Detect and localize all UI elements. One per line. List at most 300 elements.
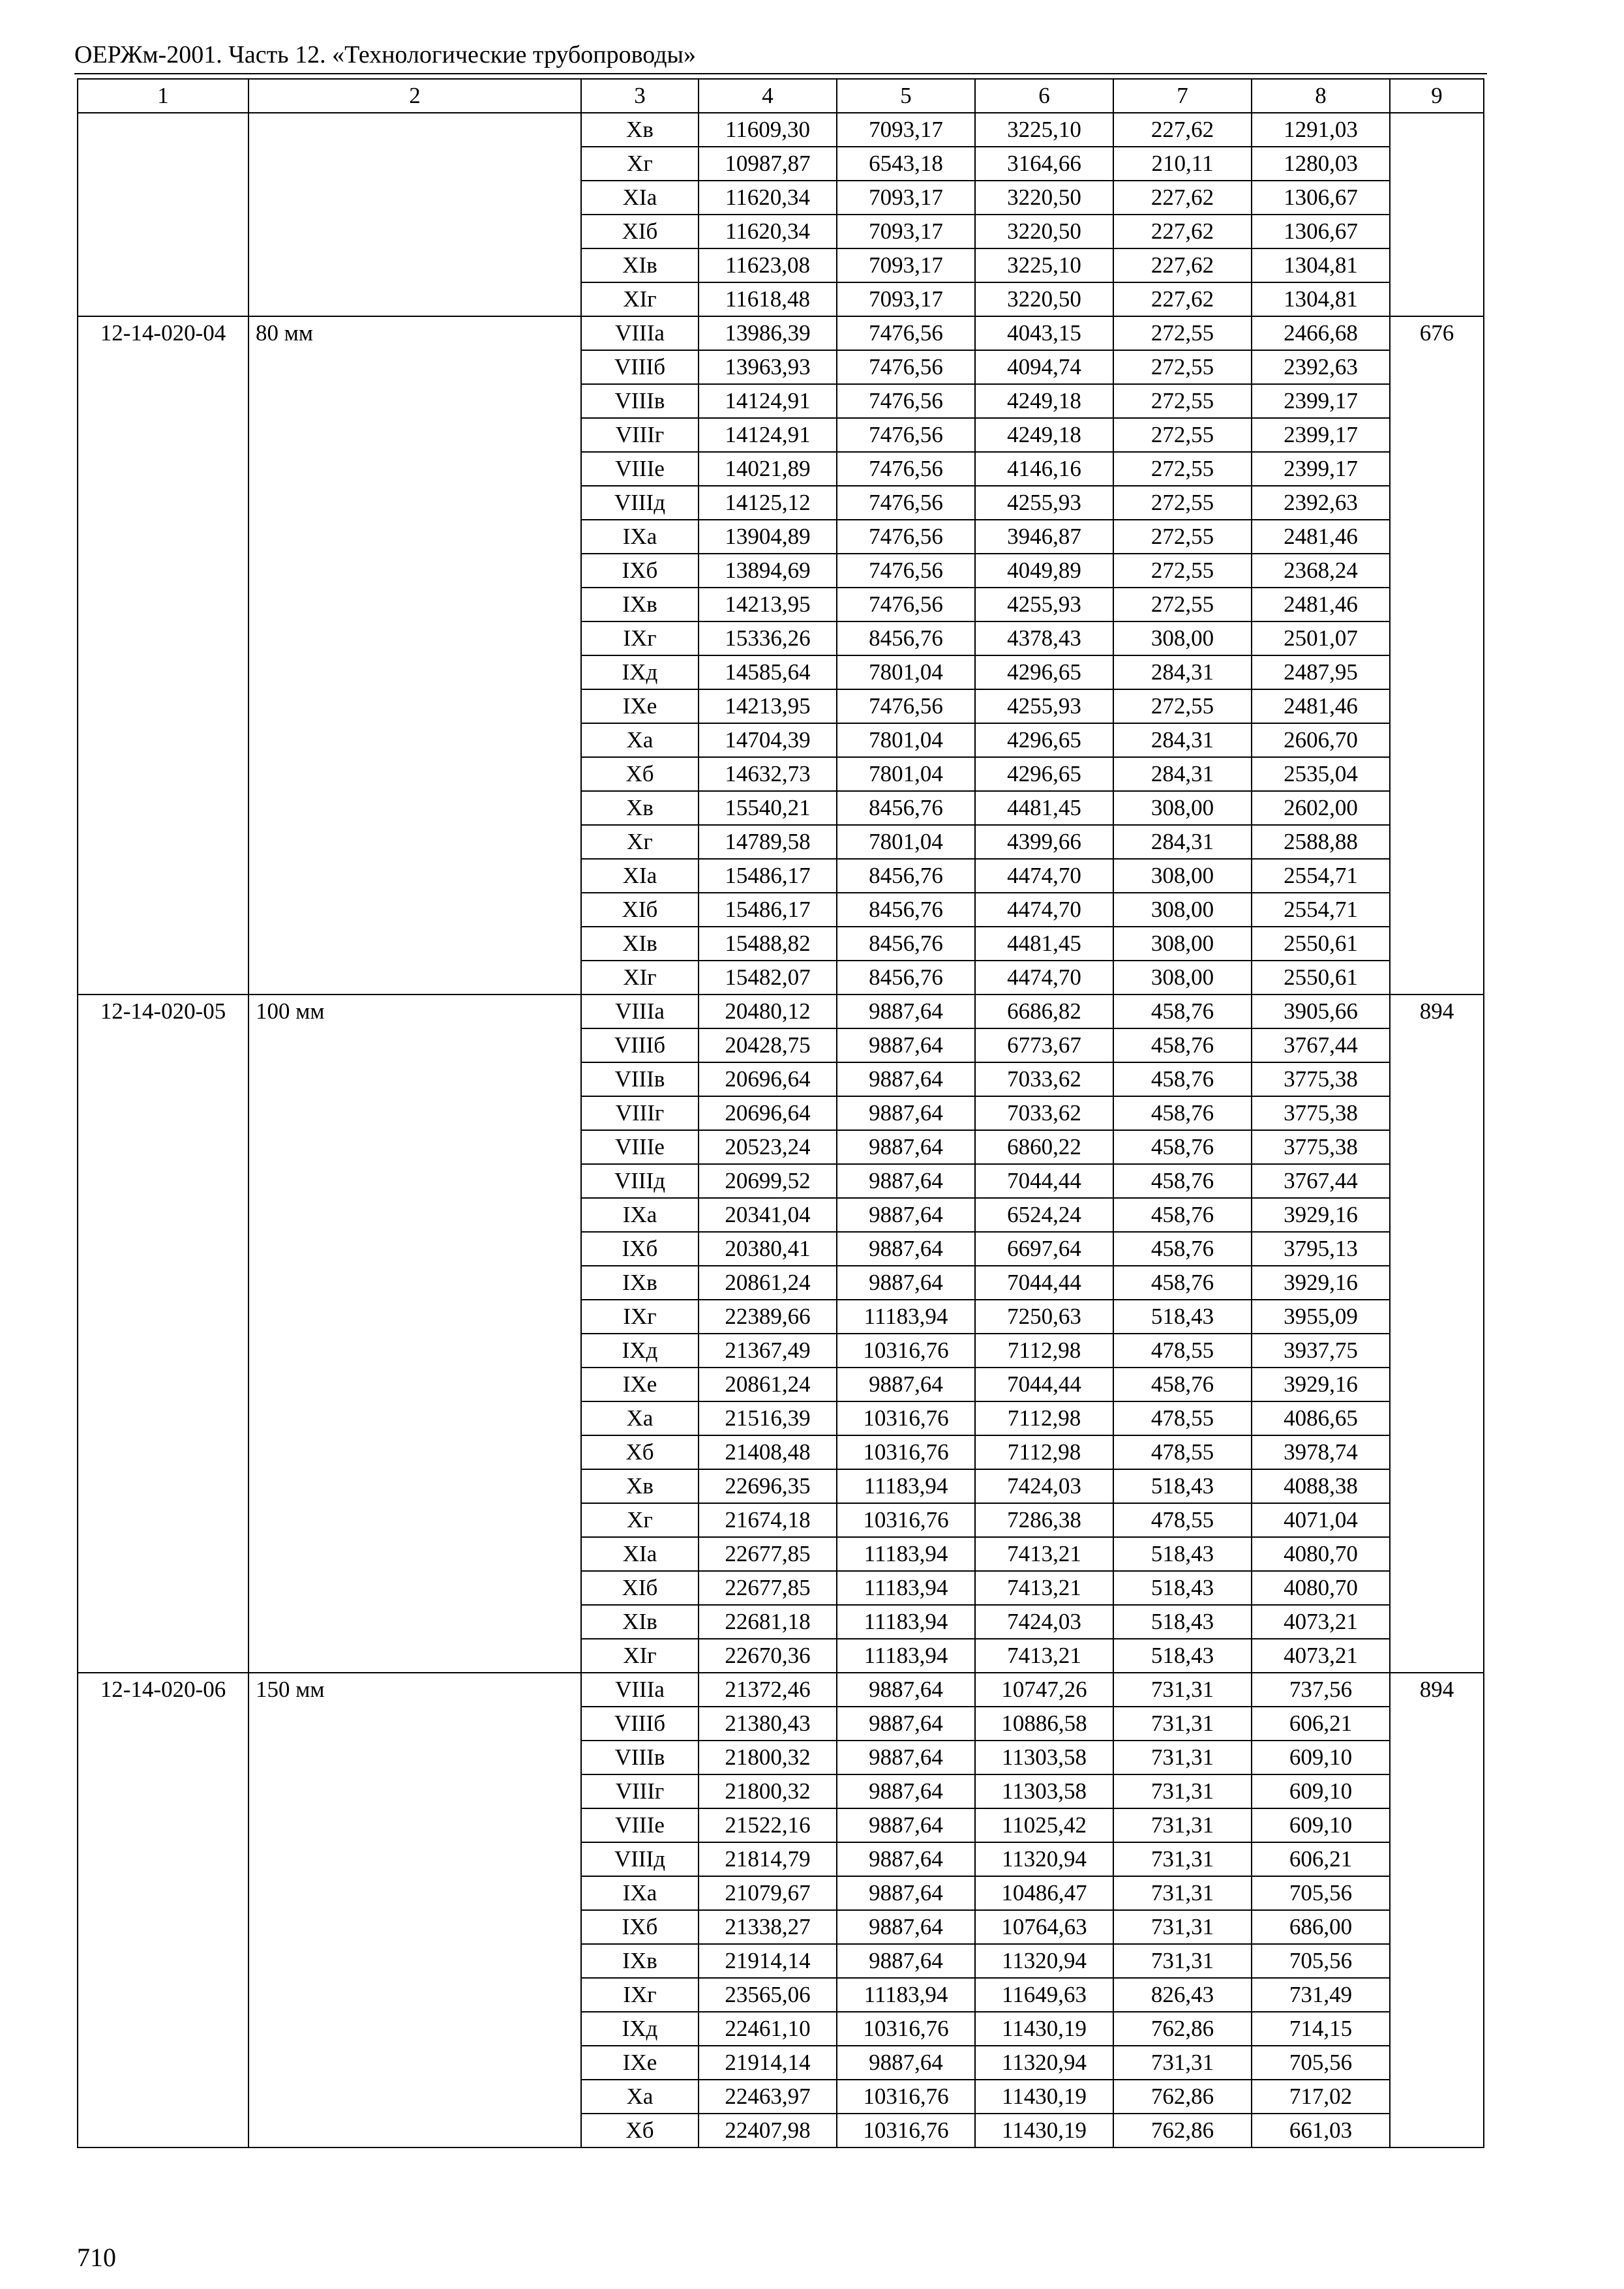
total-cost-cell: 21914,14 <box>699 2046 837 2080</box>
zone-cell: VIIIг <box>581 1096 699 1130</box>
machinist-wages-cell: 272,55 <box>1113 689 1252 723</box>
zone-cell: IXб <box>581 554 699 588</box>
total-cost-cell: 11623,08 <box>699 248 837 282</box>
machine-cost-cell: 11303,58 <box>975 1774 1113 1808</box>
machine-cost-cell: 3225,10 <box>975 248 1113 282</box>
materials-cost-cell: 606,21 <box>1252 1842 1390 1876</box>
machinist-wages-cell: 227,62 <box>1113 282 1252 316</box>
materials-cost-cell: 3775,38 <box>1252 1096 1390 1130</box>
column-header: 9 <box>1390 79 1484 113</box>
total-cost-cell: 13963,93 <box>699 350 837 384</box>
machinist-wages-cell: 272,55 <box>1113 452 1252 486</box>
machine-cost-cell: 3220,50 <box>975 181 1113 215</box>
machinist-wages-cell: 762,86 <box>1113 2114 1252 2147</box>
materials-cost-cell: 2368,24 <box>1252 554 1390 588</box>
machine-cost-cell: 3946,87 <box>975 520 1113 554</box>
labor-cell: 894 <box>1390 995 1484 1673</box>
machine-cost-cell: 7112,98 <box>975 1401 1113 1435</box>
wages-cell: 9887,64 <box>837 1028 975 1062</box>
machinist-wages-cell: 731,31 <box>1113 2046 1252 2080</box>
machinist-wages-cell: 478,55 <box>1113 1503 1252 1537</box>
machinist-wages-cell: 458,76 <box>1113 1232 1252 1266</box>
wages-cell: 9887,64 <box>837 1910 975 1944</box>
wages-cell: 8456,76 <box>837 961 975 995</box>
total-cost-cell: 15540,21 <box>699 791 837 825</box>
machine-cost-cell: 4249,18 <box>975 418 1113 452</box>
machinist-wages-cell: 284,31 <box>1113 723 1252 757</box>
wages-cell: 9887,64 <box>837 1062 975 1096</box>
zone-cell: Xг <box>581 825 699 859</box>
machine-cost-cell: 7044,44 <box>975 1266 1113 1300</box>
machinist-wages-cell: 227,62 <box>1113 181 1252 215</box>
machinist-wages-cell: 458,76 <box>1113 1062 1252 1096</box>
materials-cost-cell: 3955,09 <box>1252 1300 1390 1334</box>
machine-cost-cell: 7033,62 <box>975 1096 1113 1130</box>
materials-cost-cell: 731,49 <box>1252 1978 1390 2012</box>
machinist-wages-cell: 458,76 <box>1113 1096 1252 1130</box>
materials-cost-cell: 3767,44 <box>1252 1028 1390 1062</box>
wages-cell: 7476,56 <box>837 520 975 554</box>
total-cost-cell: 11618,48 <box>699 282 837 316</box>
wages-cell: 9887,64 <box>837 1266 975 1300</box>
labor-cell: 894 <box>1390 1673 1484 2147</box>
zone-cell: VIIIд <box>581 1842 699 1876</box>
machinist-wages-cell: 272,55 <box>1113 384 1252 418</box>
machinist-wages-cell: 284,31 <box>1113 655 1252 689</box>
machinist-wages-cell: 458,76 <box>1113 1130 1252 1164</box>
machinist-wages-cell: 210,11 <box>1113 147 1252 181</box>
wages-cell: 7476,56 <box>837 384 975 418</box>
page-header: ОЕРЖм-2001. Часть 12. «Технологические трубопроводы» <box>74 41 697 68</box>
wages-cell: 10316,76 <box>837 1503 975 1537</box>
materials-cost-cell: 4073,21 <box>1252 1605 1390 1639</box>
zone-cell: XIг <box>581 1639 699 1673</box>
machine-cost-cell: 11430,19 <box>975 2012 1113 2046</box>
machine-cost-cell: 4474,70 <box>975 961 1113 995</box>
machinist-wages-cell: 731,31 <box>1113 1741 1252 1774</box>
zone-cell: VIIIв <box>581 1741 699 1774</box>
total-cost-cell: 15486,17 <box>699 893 837 927</box>
zone-cell: VIIIд <box>581 1164 699 1198</box>
zone-cell: IXе <box>581 2046 699 2080</box>
machine-cost-cell: 4474,70 <box>975 859 1113 893</box>
machine-cost-cell: 6860,22 <box>975 1130 1113 1164</box>
machine-cost-cell: 4255,93 <box>975 588 1113 621</box>
machinist-wages-cell: 308,00 <box>1113 893 1252 927</box>
machinist-wages-cell: 272,55 <box>1113 520 1252 554</box>
zone-cell: IXд <box>581 1334 699 1368</box>
machine-cost-cell: 4249,18 <box>975 384 1113 418</box>
zone-cell: XIа <box>581 859 699 893</box>
machine-cost-cell: 3164,66 <box>975 147 1113 181</box>
zone-cell: XIв <box>581 1605 699 1639</box>
total-cost-cell: 21372,46 <box>699 1673 837 1707</box>
wages-cell: 11183,94 <box>837 1469 975 1503</box>
total-cost-cell: 22461,10 <box>699 2012 837 2046</box>
materials-cost-cell: 1304,81 <box>1252 248 1390 282</box>
machinist-wages-cell: 731,31 <box>1113 1876 1252 1910</box>
materials-cost-cell: 2602,00 <box>1252 791 1390 825</box>
machinist-wages-cell: 731,31 <box>1113 1774 1252 1808</box>
machinist-wages-cell: 272,55 <box>1113 486 1252 520</box>
total-cost-cell: 21516,39 <box>699 1401 837 1435</box>
zone-cell: Xв <box>581 1469 699 1503</box>
wages-cell: 11183,94 <box>837 1978 975 2012</box>
machine-cost-cell: 11025,42 <box>975 1808 1113 1842</box>
machine-cost-cell: 4474,70 <box>975 893 1113 927</box>
zone-cell: IXб <box>581 1910 699 1944</box>
wages-cell: 7093,17 <box>837 181 975 215</box>
materials-cost-cell: 1291,03 <box>1252 113 1390 147</box>
total-cost-cell: 10987,87 <box>699 147 837 181</box>
materials-cost-cell: 4073,21 <box>1252 1639 1390 1673</box>
column-header: 7 <box>1113 79 1252 113</box>
materials-cost-cell: 3929,16 <box>1252 1198 1390 1232</box>
machine-cost-cell: 11320,94 <box>975 1842 1113 1876</box>
zone-cell: VIIIе <box>581 452 699 486</box>
machine-cost-cell: 3220,50 <box>975 215 1113 248</box>
table-body <box>78 113 1484 2147</box>
wages-cell: 9887,64 <box>837 1164 975 1198</box>
wages-cell: 9887,64 <box>837 2046 975 2080</box>
diameter-cell: 80 мм <box>248 316 581 995</box>
wages-cell: 7093,17 <box>837 248 975 282</box>
machine-cost-cell: 10486,47 <box>975 1876 1113 1910</box>
diameter-cell: 150 мм <box>248 1673 581 2147</box>
materials-cost-cell: 4086,65 <box>1252 1401 1390 1435</box>
materials-cost-cell: 3978,74 <box>1252 1435 1390 1469</box>
zone-cell: VIIIв <box>581 384 699 418</box>
machine-cost-cell: 10764,63 <box>975 1910 1113 1944</box>
total-cost-cell: 14704,39 <box>699 723 837 757</box>
total-cost-cell: 22677,85 <box>699 1537 837 1571</box>
total-cost-cell: 14124,91 <box>699 418 837 452</box>
total-cost-cell: 14125,12 <box>699 486 837 520</box>
machine-cost-cell: 4378,43 <box>975 621 1113 655</box>
materials-cost-cell: 686,00 <box>1252 1910 1390 1944</box>
total-cost-cell: 14021,89 <box>699 452 837 486</box>
zone-cell: Xа <box>581 1401 699 1435</box>
data-table <box>77 78 1484 2148</box>
total-cost-cell: 15486,17 <box>699 859 837 893</box>
zone-cell: VIIIб <box>581 1707 699 1741</box>
wages-cell: 9887,64 <box>837 1741 975 1774</box>
materials-cost-cell: 661,03 <box>1252 2114 1390 2147</box>
machine-cost-cell: 7112,98 <box>975 1435 1113 1469</box>
materials-cost-cell: 2501,07 <box>1252 621 1390 655</box>
materials-cost-cell: 3767,44 <box>1252 1164 1390 1198</box>
zone-cell: IXв <box>581 1944 699 1978</box>
materials-cost-cell: 3905,66 <box>1252 995 1390 1028</box>
wages-cell: 10316,76 <box>837 1334 975 1368</box>
materials-cost-cell: 1306,67 <box>1252 215 1390 248</box>
machinist-wages-cell: 731,31 <box>1113 1707 1252 1741</box>
total-cost-cell: 11609,30 <box>699 113 837 147</box>
total-cost-cell: 21814,79 <box>699 1842 837 1876</box>
machinist-wages-cell: 762,86 <box>1113 2080 1252 2114</box>
materials-cost-cell: 705,56 <box>1252 2046 1390 2080</box>
materials-cost-cell: 2481,46 <box>1252 520 1390 554</box>
total-cost-cell: 21380,43 <box>699 1707 837 1741</box>
machinist-wages-cell: 518,43 <box>1113 1537 1252 1571</box>
machinist-wages-cell: 272,55 <box>1113 554 1252 588</box>
total-cost-cell: 14789,58 <box>699 825 837 859</box>
zone-cell: IXв <box>581 1266 699 1300</box>
labor-cell: 676 <box>1390 316 1484 995</box>
machine-cost-cell: 7044,44 <box>975 1368 1113 1401</box>
zone-cell: IXа <box>581 1198 699 1232</box>
wages-cell: 7801,04 <box>837 723 975 757</box>
total-cost-cell: 13904,89 <box>699 520 837 554</box>
materials-cost-cell: 2606,70 <box>1252 723 1390 757</box>
materials-cost-cell: 2399,17 <box>1252 418 1390 452</box>
total-cost-cell: 11620,34 <box>699 181 837 215</box>
wages-cell: 7476,56 <box>837 452 975 486</box>
materials-cost-cell: 3775,38 <box>1252 1130 1390 1164</box>
machine-cost-cell: 4255,93 <box>975 689 1113 723</box>
materials-cost-cell: 2550,61 <box>1252 927 1390 961</box>
machinist-wages-cell: 458,76 <box>1113 995 1252 1028</box>
machine-cost-cell: 6773,67 <box>975 1028 1113 1062</box>
wages-cell: 7093,17 <box>837 282 975 316</box>
total-cost-cell: 21338,27 <box>699 1910 837 1944</box>
zone-cell: Xг <box>581 147 699 181</box>
materials-cost-cell: 1280,03 <box>1252 147 1390 181</box>
wages-cell: 9887,64 <box>837 995 975 1028</box>
price-code-cell: 12-14-020-05 <box>78 995 248 1673</box>
zone-cell: IXд <box>581 655 699 689</box>
total-cost-cell: 14632,73 <box>699 757 837 791</box>
wages-cell: 9887,64 <box>837 1673 975 1707</box>
zone-cell: VIIIе <box>581 1130 699 1164</box>
machinist-wages-cell: 458,76 <box>1113 1028 1252 1062</box>
zone-cell: Xб <box>581 2114 699 2147</box>
wages-cell: 9887,64 <box>837 1944 975 1978</box>
machine-cost-cell: 11430,19 <box>975 2114 1113 2147</box>
wages-cell: 9887,64 <box>837 1130 975 1164</box>
total-cost-cell: 20861,24 <box>699 1266 837 1300</box>
zone-cell: VIIIб <box>581 1028 699 1062</box>
zone-cell: VIIIд <box>581 486 699 520</box>
total-cost-cell: 21800,32 <box>699 1774 837 1808</box>
total-cost-cell: 22389,66 <box>699 1300 837 1334</box>
machinist-wages-cell: 308,00 <box>1113 621 1252 655</box>
total-cost-cell: 15336,26 <box>699 621 837 655</box>
total-cost-cell: 21914,14 <box>699 1944 837 1978</box>
zone-cell: VIIIб <box>581 350 699 384</box>
column-header: 2 <box>248 79 581 113</box>
machinist-wages-cell: 458,76 <box>1113 1164 1252 1198</box>
machine-cost-cell: 11430,19 <box>975 2080 1113 2114</box>
zone-cell: IXа <box>581 1876 699 1910</box>
machine-cost-cell: 4094,74 <box>975 350 1113 384</box>
machine-cost-cell: 4255,93 <box>975 486 1113 520</box>
wages-cell: 9887,64 <box>837 1198 975 1232</box>
materials-cost-cell: 3929,16 <box>1252 1266 1390 1300</box>
machine-cost-cell: 4399,66 <box>975 825 1113 859</box>
zone-cell: IXд <box>581 2012 699 2046</box>
machinist-wages-cell: 731,31 <box>1113 1910 1252 1944</box>
total-cost-cell: 22696,35 <box>699 1469 837 1503</box>
machinist-wages-cell: 518,43 <box>1113 1639 1252 1673</box>
total-cost-cell: 22407,98 <box>699 2114 837 2147</box>
total-cost-cell: 22463,97 <box>699 2080 837 2114</box>
column-header: 5 <box>837 79 975 113</box>
machinist-wages-cell: 731,31 <box>1113 1944 1252 1978</box>
machine-cost-cell: 4296,65 <box>975 757 1113 791</box>
wages-cell: 7476,56 <box>837 350 975 384</box>
total-cost-cell: 11620,34 <box>699 215 837 248</box>
machine-cost-cell: 7413,21 <box>975 1639 1113 1673</box>
column-number-row <box>78 79 1484 113</box>
wages-cell: 6543,18 <box>837 147 975 181</box>
wages-cell: 7476,56 <box>837 316 975 350</box>
total-cost-cell: 15488,82 <box>699 927 837 961</box>
machine-cost-cell: 7044,44 <box>975 1164 1113 1198</box>
machine-cost-cell: 6697,64 <box>975 1232 1113 1266</box>
column-header: 6 <box>975 79 1113 113</box>
machinist-wages-cell: 272,55 <box>1113 588 1252 621</box>
total-cost-cell: 22681,18 <box>699 1605 837 1639</box>
machine-cost-cell: 7286,38 <box>975 1503 1113 1537</box>
wages-cell: 7476,56 <box>837 418 975 452</box>
wages-cell: 7476,56 <box>837 554 975 588</box>
zone-cell: XIв <box>581 927 699 961</box>
machinist-wages-cell: 518,43 <box>1113 1300 1252 1334</box>
column-header: 4 <box>699 79 837 113</box>
wages-cell: 9887,64 <box>837 1368 975 1401</box>
zone-cell: XIг <box>581 282 699 316</box>
table-header <box>78 79 1484 113</box>
total-cost-cell: 20341,04 <box>699 1198 837 1232</box>
machine-cost-cell: 6524,24 <box>975 1198 1113 1232</box>
materials-cost-cell: 3937,75 <box>1252 1334 1390 1368</box>
total-cost-cell: 20480,12 <box>699 995 837 1028</box>
materials-cost-cell: 2481,46 <box>1252 588 1390 621</box>
machine-cost-cell: 4049,89 <box>975 554 1113 588</box>
materials-cost-cell: 717,02 <box>1252 2080 1390 2114</box>
materials-cost-cell: 609,10 <box>1252 1808 1390 1842</box>
materials-cost-cell: 2392,63 <box>1252 486 1390 520</box>
diameter-cell <box>248 113 581 316</box>
total-cost-cell: 20523,24 <box>699 1130 837 1164</box>
total-cost-cell: 20428,75 <box>699 1028 837 1062</box>
zone-cell: Xв <box>581 113 699 147</box>
labor-cell <box>1390 113 1484 316</box>
wages-cell: 11183,94 <box>837 1537 975 1571</box>
materials-cost-cell: 2399,17 <box>1252 384 1390 418</box>
total-cost-cell: 23565,06 <box>699 1978 837 2012</box>
total-cost-cell: 14213,95 <box>699 689 837 723</box>
machinist-wages-cell: 518,43 <box>1113 1605 1252 1639</box>
total-cost-cell: 22670,36 <box>699 1639 837 1673</box>
zone-cell: XIб <box>581 1571 699 1605</box>
wages-cell: 10316,76 <box>837 2080 975 2114</box>
zone-cell: XIа <box>581 181 699 215</box>
machinist-wages-cell: 272,55 <box>1113 316 1252 350</box>
wages-cell: 10316,76 <box>837 2114 975 2147</box>
zone-cell: Xв <box>581 791 699 825</box>
machinist-wages-cell: 826,43 <box>1113 1978 1252 2012</box>
machinist-wages-cell: 227,62 <box>1113 215 1252 248</box>
zone-cell: Xг <box>581 1503 699 1537</box>
materials-cost-cell: 3775,38 <box>1252 1062 1390 1096</box>
zone-cell: IXе <box>581 689 699 723</box>
machinist-wages-cell: 478,55 <box>1113 1435 1252 1469</box>
zone-cell: IXг <box>581 1978 699 2012</box>
materials-cost-cell: 4080,70 <box>1252 1537 1390 1571</box>
machine-cost-cell: 4481,45 <box>975 791 1113 825</box>
machinist-wages-cell: 308,00 <box>1113 961 1252 995</box>
machine-cost-cell: 11320,94 <box>975 1944 1113 1978</box>
zone-cell: VIIIг <box>581 418 699 452</box>
zone-cell: VIIIа <box>581 995 699 1028</box>
machinist-wages-cell: 272,55 <box>1113 350 1252 384</box>
materials-cost-cell: 705,56 <box>1252 1876 1390 1910</box>
materials-cost-cell: 2399,17 <box>1252 452 1390 486</box>
zone-cell: XIб <box>581 215 699 248</box>
total-cost-cell: 20699,52 <box>699 1164 837 1198</box>
machinist-wages-cell: 272,55 <box>1113 418 1252 452</box>
materials-cost-cell: 714,15 <box>1252 2012 1390 2046</box>
materials-cost-cell: 2466,68 <box>1252 316 1390 350</box>
zone-cell: IXв <box>581 588 699 621</box>
materials-cost-cell: 2554,71 <box>1252 893 1390 927</box>
materials-cost-cell: 4071,04 <box>1252 1503 1390 1537</box>
total-cost-cell: 13894,69 <box>699 554 837 588</box>
materials-cost-cell: 3929,16 <box>1252 1368 1390 1401</box>
machine-cost-cell: 11649,63 <box>975 1978 1113 2012</box>
materials-cost-cell: 2554,71 <box>1252 859 1390 893</box>
wages-cell: 10316,76 <box>837 2012 975 2046</box>
total-cost-cell: 21079,67 <box>699 1876 837 1910</box>
materials-cost-cell: 3795,13 <box>1252 1232 1390 1266</box>
machine-cost-cell: 7250,63 <box>975 1300 1113 1334</box>
machine-cost-cell: 10886,58 <box>975 1707 1113 1741</box>
wages-cell: 11183,94 <box>837 1571 975 1605</box>
machine-cost-cell: 4296,65 <box>975 655 1113 689</box>
wages-cell: 7093,17 <box>837 215 975 248</box>
price-code-cell: 12-14-020-04 <box>78 316 248 995</box>
wages-cell: 8456,76 <box>837 621 975 655</box>
machine-cost-cell: 11320,94 <box>975 2046 1113 2080</box>
table-row <box>78 113 1484 147</box>
total-cost-cell: 14213,95 <box>699 588 837 621</box>
zone-cell: Xб <box>581 757 699 791</box>
page-number: 710 <box>77 2243 116 2272</box>
materials-cost-cell: 609,10 <box>1252 1774 1390 1808</box>
machine-cost-cell: 7424,03 <box>975 1469 1113 1503</box>
materials-cost-cell: 1304,81 <box>1252 282 1390 316</box>
zone-cell: VIIIа <box>581 316 699 350</box>
wages-cell: 8456,76 <box>837 927 975 961</box>
zone-cell: IXа <box>581 520 699 554</box>
machinist-wages-cell: 518,43 <box>1113 1571 1252 1605</box>
machinist-wages-cell: 478,55 <box>1113 1401 1252 1435</box>
machine-cost-cell: 4043,15 <box>975 316 1113 350</box>
machine-cost-cell: 4481,45 <box>975 927 1113 961</box>
machinist-wages-cell: 731,31 <box>1113 1673 1252 1707</box>
total-cost-cell: 21367,49 <box>699 1334 837 1368</box>
header-rule <box>74 73 1487 74</box>
materials-cost-cell: 2487,95 <box>1252 655 1390 689</box>
zone-cell: XIб <box>581 893 699 927</box>
wages-cell: 7801,04 <box>837 825 975 859</box>
machine-cost-cell: 11303,58 <box>975 1741 1113 1774</box>
wages-cell: 9887,64 <box>837 1096 975 1130</box>
wages-cell: 9887,64 <box>837 1876 975 1910</box>
machinist-wages-cell: 731,31 <box>1113 1808 1252 1842</box>
